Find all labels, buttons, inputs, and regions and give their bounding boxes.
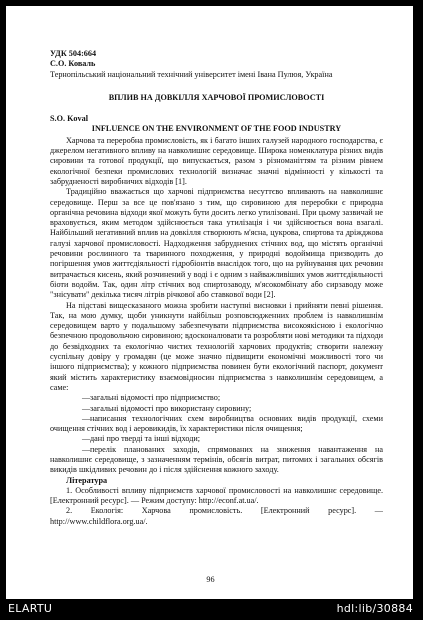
list-item <box>50 445 383 476</box>
list-item <box>50 404 383 414</box>
reference-item: 2. Екологія: Харчова промисловість. [Електронний ресурс]. — http://www.childflora.org.ua/. <box>50 506 383 526</box>
list-item-text: написання технологічних схем виробництва основних видів продукції, схеми очищення стічних вод і аеровикидів, їх характеристики після очищення; <box>50 413 383 434</box>
paragraph-1: Харчова та переробна промисловість, як і багато інших галузей народного господарства, є джерелом негативного впливу на навколишнє середовище. Широка номенклатура різних видів сировини та готової продукції, що випускається, разом з різноманіттям та різним рівнем екологічної безпеки промислових технологій визначає значні відмінності у кількості та забрудненості виробничих відходів [1]. <box>50 135 383 186</box>
udc-code: УДК 504:664 <box>50 49 97 58</box>
list-item-text: загальні відомості про використану сировину; <box>90 403 252 413</box>
dash-marker: — <box>82 413 91 423</box>
footer-handle: hdl:lib/30884 <box>336 602 413 615</box>
dash-marker: — <box>82 403 91 413</box>
dash-marker: — <box>82 434 91 444</box>
literature-heading: Література <box>66 475 108 485</box>
paragraph-2: Традиційно вважається що харчові підприємства несуттєво впливають на навколишнє середовище. Перш за все це пов'язано з тим, що сировиною для переробки є природна органічна речовина відходи якої можуть бути досить легко утилізовані. При цьому зазвичай не враховується, яким методом здійснюється така утилізація і чи здійснюється вона взагалі. Найбільший негативний вплив на довкілля створюють м'ясна, цукрова, спиртова та дріжджова галузі харчової промисловості. Надходження забруднених стічних вод, що містять органічні речовини рослинного та тваринного походження, у природні водоймища призводить до погіршення умов життєдіяльності гідробіонтів внаслідок того, що на руйнування цих речовин витрачається кисень, який розчинений у воді і є одним з найважливіших умов життєдіяльності біоти водойм. Так, один літр стічних вод спиртозаводу, м'ясокомбінату або сирзаводу може "знісувати" декілька тисяч літрів річкової або ставкової води [2]. <box>50 187 383 300</box>
document-page <box>6 6 413 599</box>
affiliation: Тернопільський національний технічний університет імені Івана Пулюя, Україна <box>50 69 333 79</box>
page-content <box>50 49 383 527</box>
passport-list <box>50 393 383 475</box>
title-en: INFLUENCE ON THE ENVIRONMENT OF THE FOOD INDUSTRY <box>91 124 342 134</box>
paragraph-3: На підставі вищесказаного можна зробити наступні висновки і прийняти певні рішення. Так, на мою думку, щоби уникнути найбільш розповсюдженних проблем із навколишнім середовищем варто у подальшому забезпечувати підприємства високоякісною і екологічно безпечною продовольчою сировиною; вдосконалювати та розробляти нові методики та підходи до безвідходних та екологічно чистих технологій харчових продуктів; створити належну суспільну довіру у громадян (це може значно підвищити економічні можливості того чи іншого підприємства); у кожного підприємства повинен бути екологічний паспорт, документ який містить характеристику взаємовідносин підприємства з навколишнім середовищем, а саме: <box>50 300 383 392</box>
list-item <box>50 434 383 444</box>
list-item-text: дані про тверді та інші відходи; <box>90 434 201 444</box>
list-item <box>50 414 383 435</box>
reference-item: 1. Особливості впливу підприємств харчової промисловості на навколишнє середовище. [Електронний ресурс]. — Режим доступу: http://econf.at.ua/. <box>50 485 383 506</box>
list-item-text: перелік планованих заходів, спрямованих на зниження навантаження на навколишнє середовище, з зазначенням термінів, обсягів витрат, питомих і загальних обсягів викидів шкідливих речовин до і після здійснення кожного заходу. <box>50 444 383 475</box>
dash-marker: — <box>82 393 91 403</box>
title-ua: ВПЛИВ НА ДОВКІЛЛЯ ХАРЧОВОЇ ПРОМИСЛОВОСТІ <box>108 92 325 102</box>
dash-marker: — <box>82 444 91 454</box>
author-en: S.O. Koval <box>50 114 88 124</box>
author-ua: С.О. Коваль <box>50 59 96 69</box>
references-list <box>50 486 383 527</box>
list-item <box>50 393 383 403</box>
footer-repository-label: ELARTU <box>8 602 53 615</box>
list-item-text: загальні відомості про підприємство; <box>90 393 221 403</box>
page-number: 96 <box>206 575 215 584</box>
